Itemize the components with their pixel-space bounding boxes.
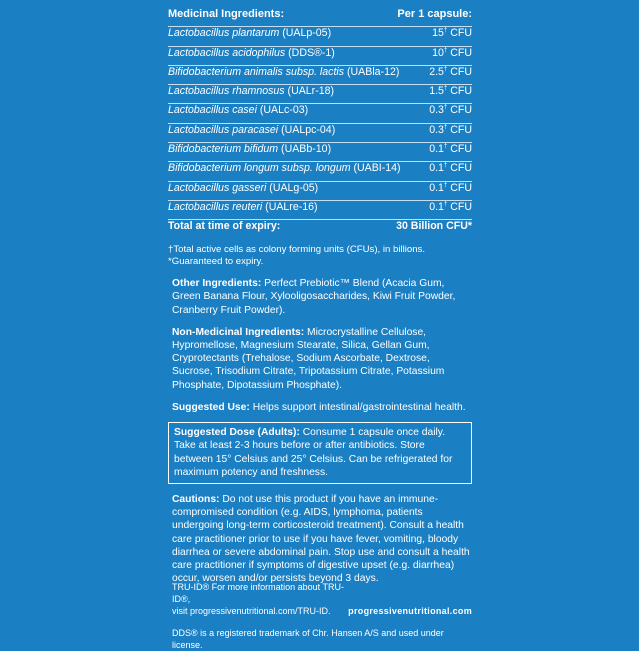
amount-unit: CFU	[447, 65, 472, 78]
footnotes	[168, 244, 472, 268]
ingredient-amount	[429, 85, 472, 98]
amount-unit: CFU	[447, 27, 472, 40]
other-ingredients-text: Perfect Prebiotic™ Blend (Acacia Gum, Green Banana Flour, Xylooligosaccharides, Kiwi Fruit Powder, Cranberry Fruit Powder).	[172, 278, 456, 316]
total-value: 30 Billion CFU*	[396, 220, 472, 233]
ingredient-name	[168, 66, 399, 79]
ingredient-row	[168, 162, 472, 181]
ingredient-species: Lactobacillus paracasei	[168, 123, 279, 136]
website-link[interactable]: progressivenutritional.com	[348, 606, 472, 616]
amount-value: 1.5	[429, 85, 444, 98]
ingredient-species: Lactobacillus casei	[168, 104, 257, 117]
ingredient-species: Bifidobacterium longum subsp. longum	[168, 162, 351, 175]
suggested-use-label: Suggested Use:	[172, 401, 250, 413]
non-medicinal-label: Non-Medicinal Ingredients:	[172, 326, 305, 338]
dagger-mark: †	[443, 182, 448, 189]
ingredient-amount	[429, 182, 472, 195]
trademark-notice: DDS® is a registered trademark of Chr. Hansen A/S and used under license.	[172, 628, 444, 650]
ingredient-name	[168, 201, 318, 214]
amount-unit: CFU	[447, 123, 472, 136]
ingredient-species: Bifidobacterium animalis subsp. lactis	[168, 65, 345, 78]
ingredient-name	[168, 124, 335, 137]
ingredient-name	[168, 85, 334, 98]
ingredient-row	[168, 47, 472, 66]
dagger-mark: †	[443, 104, 448, 111]
other-ingredients	[168, 277, 472, 317]
amount-value: 0.3	[429, 123, 444, 136]
truid-line-2: visit progressivenutritional.com/TRU-ID.	[172, 606, 331, 616]
total-label: Total at time of expiry:	[168, 220, 281, 233]
ingredient-amount	[429, 104, 472, 117]
non-medicinal-text: Microcrystalline Cellulose, Hypromellose, Magnesium Stearate, Silica, Gellan Gum, Cryprotectants (Trehalose, Sodium Ascorbate, Dextrose, Sucrose, Trisodium Citrate, Tripotassium Citrate, Potassium Phosphate, Dipotassium Phosphate).	[172, 326, 445, 391]
ingredient-strain: (UALr-18)	[284, 85, 335, 98]
ingredient-strain: (UALre-16)	[262, 200, 318, 213]
dagger-mark: †	[443, 143, 448, 150]
suggested-use-text: Helps support intestinal/gastrointestinal health.	[249, 401, 466, 413]
dagger-mark: †	[443, 124, 448, 131]
amount-value: 0.1	[429, 200, 444, 213]
ingredient-amount	[429, 143, 472, 156]
total-row	[168, 220, 472, 240]
amount-value: 0.1	[429, 181, 444, 194]
footer-truid-row	[172, 581, 472, 617]
ingredient-species: Bifidobacterium bifidum	[168, 143, 279, 156]
amount-unit: CFU	[447, 85, 472, 98]
ingredient-row	[168, 66, 472, 85]
amount-value: 0.1	[429, 143, 444, 156]
ingredient-amount	[429, 201, 472, 214]
truid-info	[172, 581, 348, 617]
ingredient-amount	[429, 162, 472, 175]
ingredient-strain: (UALc-03)	[256, 104, 309, 117]
ingredient-strain: (UABb-10)	[278, 143, 332, 156]
ingredient-amount	[432, 27, 472, 40]
cautions-label: Cautions:	[172, 493, 220, 505]
ingredient-species: Lactobacillus plantarum	[168, 27, 280, 40]
ingredient-row	[168, 143, 472, 162]
ingredient-amount	[432, 47, 472, 60]
non-medicinal-ingredients	[168, 326, 472, 392]
dagger-mark: †	[443, 201, 448, 208]
ingredient-strain: (UABla-12)	[344, 65, 400, 78]
suggested-dose-text: Consume 1 capsule once daily. Take at least 2-3 hours before or after antibiotics. Store between 15° Celsius and 25° Celsius. Can be refrigerated for maximum potency and freshness.	[174, 427, 453, 478]
ingredient-row	[168, 182, 472, 201]
amount-value: 10	[432, 46, 444, 59]
amount-unit: CFU	[447, 104, 472, 117]
ingredient-strain: (DDS®-1)	[285, 46, 335, 59]
amount-value: 15	[432, 27, 444, 40]
truid-line-1: TRU-ID® For more information about TRU-ID®,	[172, 582, 345, 604]
ingredient-species: Lactobacillus reuteri	[168, 200, 263, 213]
ingredient-row	[168, 124, 472, 143]
dagger-mark: †	[443, 47, 448, 54]
cautions	[168, 493, 472, 585]
ingredient-name	[168, 162, 401, 175]
header-per-capsule: Per 1 capsule:	[397, 8, 472, 20]
suggested-dose-box	[168, 422, 472, 484]
ingredient-row	[168, 27, 472, 46]
ingredient-strain: (UALg-05)	[266, 181, 319, 194]
suggested-use	[168, 401, 472, 414]
amount-unit: CFU	[447, 181, 472, 194]
amount-value: 2.5	[429, 65, 444, 78]
ingredient-species: Lactobacillus gasseri	[168, 181, 267, 194]
other-ingredients-label: Other Ingredients:	[172, 278, 262, 290]
ingredient-amount	[429, 124, 472, 137]
header-ingredients: Medicinal Ingredients:	[168, 8, 285, 20]
ingredient-name	[168, 104, 308, 117]
amount-unit: CFU	[447, 162, 472, 175]
dagger-mark: †	[443, 85, 448, 92]
footnote-cfu: †Total active cells as colony forming units (CFUs), in billions.	[168, 244, 425, 256]
ingredient-species: Lactobacillus rhamnosus	[168, 85, 285, 98]
ingredient-strain: (UALpc-04)	[278, 123, 336, 136]
ingredient-amount	[429, 66, 472, 79]
supplement-facts-panel	[168, 8, 472, 585]
amount-unit: CFU	[447, 143, 472, 156]
table-header	[168, 8, 472, 27]
amount-unit: CFU	[447, 200, 472, 213]
ingredient-strain: (UABI-14)	[350, 162, 401, 175]
dagger-mark: †	[443, 162, 448, 169]
amount-unit: CFU	[447, 46, 472, 59]
ingredient-name	[168, 143, 331, 156]
dagger-mark: †	[443, 27, 448, 34]
ingredient-rows	[168, 27, 472, 220]
ingredient-row	[168, 201, 472, 220]
ingredient-name	[168, 47, 335, 60]
ingredient-name	[168, 27, 331, 40]
cautions-text: Do not use this product if you have an immune-compromised condition (e.g. AIDS, lymphoma, patients undergoing long-term corticosteroid treatment). Consult a health care practitioner prior to use if you have fever, vomiting, bloody diarrhea or severe abdominal pain. Stop use and consult a health care practitioner if symptoms of digestive upset (e.g. diarrhea) occur, worsen and/or persists beyond 3 days.	[172, 493, 470, 585]
ingredient-row	[168, 104, 472, 123]
ingredient-row	[168, 85, 472, 104]
amount-value: 0.1	[429, 162, 444, 175]
ingredient-strain: (UALp-05)	[279, 27, 332, 40]
amount-value: 0.3	[429, 104, 444, 117]
dagger-mark: †	[443, 66, 448, 73]
ingredient-species: Lactobacillus acidophilus	[168, 46, 286, 59]
footnote-guarantee: *Guaranteed to expiry.	[168, 256, 264, 268]
footer	[172, 581, 472, 651]
ingredient-name	[168, 182, 318, 195]
suggested-dose-label: Suggested Dose (Adults):	[174, 427, 300, 439]
